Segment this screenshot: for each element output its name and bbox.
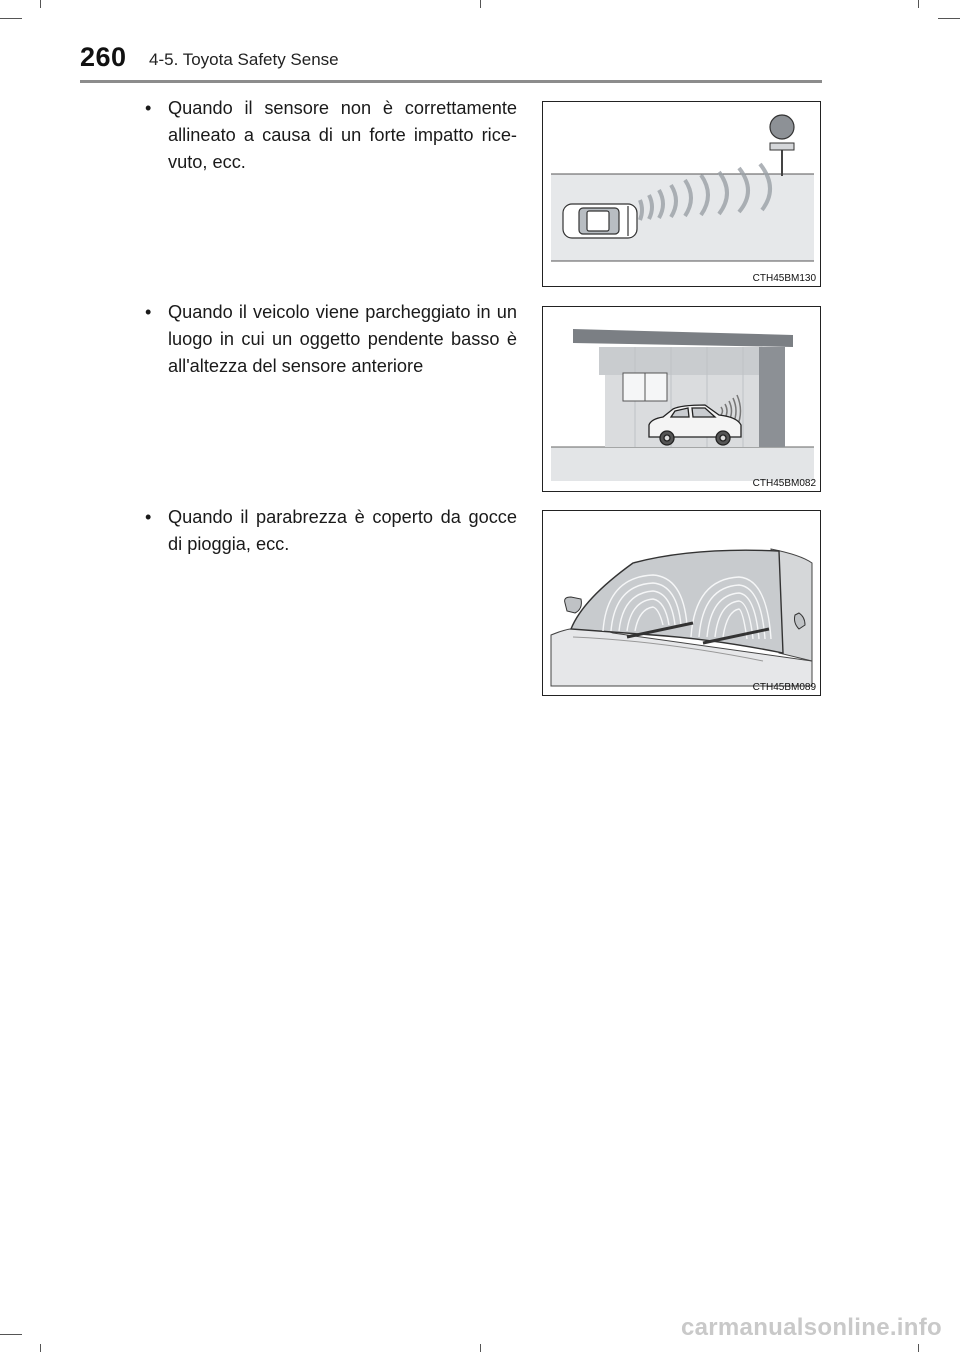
figure-sensor-misaligned bbox=[542, 101, 821, 287]
figure-code: CTH45BM089 bbox=[752, 682, 816, 693]
crop-mark bbox=[918, 1344, 919, 1352]
list-item bbox=[145, 95, 517, 176]
figure-rain-windshield bbox=[542, 510, 821, 696]
crop-mark bbox=[480, 0, 481, 8]
crop-mark bbox=[918, 0, 919, 8]
list-item bbox=[145, 504, 517, 558]
crop-mark bbox=[480, 1344, 481, 1352]
bullet: • bbox=[145, 98, 152, 118]
crop-mark bbox=[0, 1334, 22, 1335]
crop-mark bbox=[0, 18, 22, 19]
illustration-wet-windshield bbox=[543, 511, 821, 696]
bullet: • bbox=[145, 507, 152, 527]
figure-low-hanging-object bbox=[542, 306, 821, 492]
figure-code: CTH45BM082 bbox=[752, 478, 816, 489]
header-rule bbox=[80, 80, 822, 83]
page-number: 260 bbox=[80, 42, 127, 72]
section-title: 4-5. Toyota Safety Sense bbox=[149, 50, 339, 69]
list-item-text: Quando il veicolo viene parcheggiato in un luogo in cui un oggetto pendente basso è all'altezza del sensore anteriore bbox=[168, 302, 517, 376]
list-item-text: Quando il parabrezza è coperto da gocce di pioggia, ecc. bbox=[168, 507, 517, 554]
list-item-text: Quando il sensore non è correttamente allineato a causa di un forte impatto rice-vuto, ecc. bbox=[168, 98, 517, 172]
illustration-parked-car-overhang bbox=[543, 307, 821, 492]
watermark: carmanualsonline.info bbox=[680, 1314, 942, 1341]
crop-mark bbox=[40, 0, 41, 8]
crop-mark bbox=[40, 1344, 41, 1352]
list-item bbox=[145, 299, 517, 380]
figure-code: CTH45BM130 bbox=[752, 273, 816, 284]
crop-mark bbox=[938, 18, 960, 19]
bullet: • bbox=[145, 302, 152, 322]
illustration-radar-misaligned bbox=[543, 102, 821, 287]
